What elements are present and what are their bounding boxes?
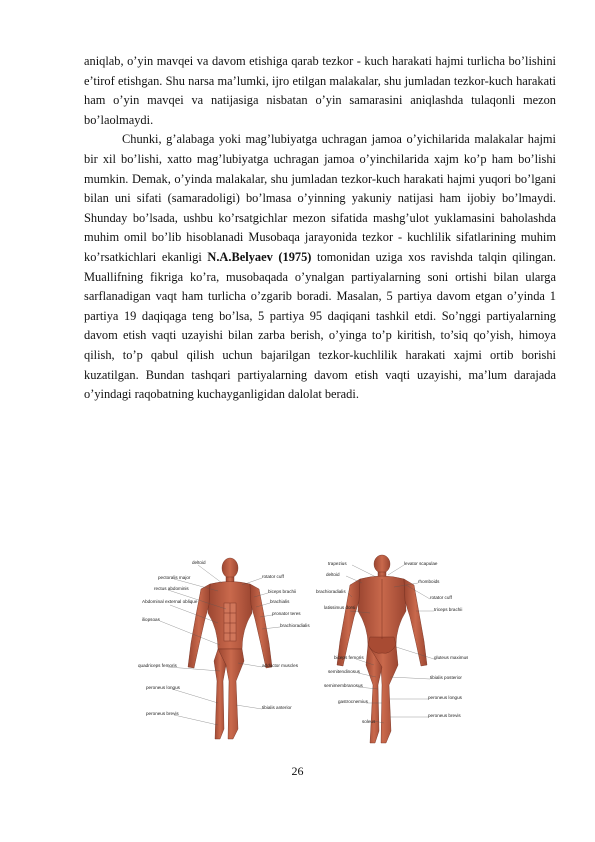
- label-peroneus-brevis-back: peroneus brevis: [428, 713, 461, 718]
- paragraph-2: [84, 130, 556, 404]
- label-brachioradialis-front: brachioradialis: [280, 623, 310, 628]
- label-peroneus-brevis-front: peroneus brevis: [146, 711, 179, 716]
- anatomy-figure: [138, 553, 468, 749]
- label-triceps-brachii: triceps brachii: [434, 607, 463, 612]
- paragraph-2-start: Chunki, g’alabaga yoki mag’lubiyatga uchragan jamoa o’yichilarida malakalar hajmi bir xil bo’lishi, xatto mag’lubiyatga uchragan jamoa o’yinchilarida xajm ko’p ham bo’lishi mumkin. Demak, o’yinda malakalar, shu jumladan tezkor-kuch harakati hajmi yuqori bo’lgani bilan uni sifati (samaradoligi) bo’lmasa o’yinning yakuniy natijasi ham ijobiy bo’lmaydi. Shunday bo’lsada, ushbu ko’rsatgichlar mezon sifatida mashg’ulot yuklamasini baholashda muhim omil bo’lib hisoblanadi Musobaqa jarayonida tezkor - kuchlilik sifatlarining muhim ko’rsatkichlari ekanligi: [84, 132, 556, 264]
- label-adductor-muscles: adductor muscles: [262, 663, 299, 668]
- label-biceps-brachii: biceps brachii: [268, 589, 297, 594]
- paragraph-1: aniqlab, o’yin mavqei va davom etishiga qarab tezkor - kuch harakati hajmi turlicha bo’lishini e’tirof etishgan. Shu narsa ma’lumki, ijro etilgan malakalar, shu jumladan tezkor-kuch harakati ham o’yin mavqei va natijasiga nisbatan o’yin samarasini aniqlashda tulaqonli mezon bo’laolmaydi.: [84, 54, 556, 127]
- label-semimembranosus: semimembranosus: [324, 683, 363, 688]
- label-gluteus-maximus: gluteus maximus: [434, 655, 468, 660]
- label-latissimus-dorsi: latissimus dorsi: [324, 605, 356, 610]
- front-figure: [188, 558, 272, 739]
- page-number: 26: [291, 764, 304, 778]
- body-text: [84, 52, 556, 405]
- label-rhomboids: rhomboids: [418, 579, 440, 584]
- label-pronator-teres: pronator teres: [272, 611, 301, 616]
- back-figure: [337, 555, 427, 743]
- label-abdominal-external-oblique: Abdominal external oblique: [142, 599, 198, 604]
- label-levator-scapulae: levator scapulae: [404, 561, 438, 566]
- label-rotator-cuff-back: rotator cuff: [430, 595, 452, 600]
- label-trapezius: trapezius: [328, 561, 347, 566]
- label-deltoid-back: deltoid: [326, 572, 340, 577]
- label-tibialis-anterior: tibialis anterior: [262, 705, 292, 710]
- label-iliopsoas: iliopsoas: [142, 617, 160, 622]
- label-peroneus-longus-back: peroneus longus: [428, 695, 462, 700]
- label-peroneus-longus-front: peroneus longus: [146, 685, 180, 690]
- label-soleus: soleus: [362, 719, 376, 724]
- label-rectus-abdominis: rectus abdominis: [154, 586, 189, 591]
- label-pectoralis-major: pectoralis major: [158, 575, 191, 580]
- label-brachialis: brachialis: [270, 599, 290, 604]
- label-biceps-femoris: biceps femoris: [334, 655, 364, 660]
- muscle-anatomy-illustration: [138, 553, 468, 749]
- label-quadriceps-femoris: quadriceps femoris: [138, 663, 177, 668]
- label-brachioradialis-back: brachioradialis: [316, 589, 346, 594]
- label-tibialis-posterior: tibialis posterior: [430, 675, 462, 680]
- label-deltoid-front: deltoid: [192, 560, 206, 565]
- label-semitendinosus: semitendinosus: [328, 669, 360, 674]
- paragraph-2-end: tomonidan uziga xos ravishda talqin qilingan. Muallifning fikriga ko’ra, musobaqada o’ynalgan partiyalarning soni ortishi bilan ularga sarflanadigan vaqt ham turlicha o’zgarib boradi. Masalan, 5 partiya davom etgan o’yinda 1 partiya 19 daqiqaga teng bo’lsa, 5 partiya 95 daqiqani tashkil etdi. So’nggi partiyalarning davom etish vaqti uzayishi bilan zarba berish, o’yinga to’p kiritish, to’siq qo’yish, himoya qilish, to’p qabul qilish uchun bajarilgan tezkor-kuchlilik harakati xajmi ortib borishi kuzatilgan. Bundan tashqari partiyalarning davom etish vaqti uzayishi, ma’lum darajada o’yindagi raqobatning kuchayganligidan dalolat beradi.: [84, 249, 557, 402]
- label-rotator-cuff-front: rotator cuff: [262, 574, 284, 579]
- label-gastrocnemius: gastrocnemius: [338, 699, 368, 704]
- author-reference: N.A.Belyaev (1975): [207, 249, 312, 264]
